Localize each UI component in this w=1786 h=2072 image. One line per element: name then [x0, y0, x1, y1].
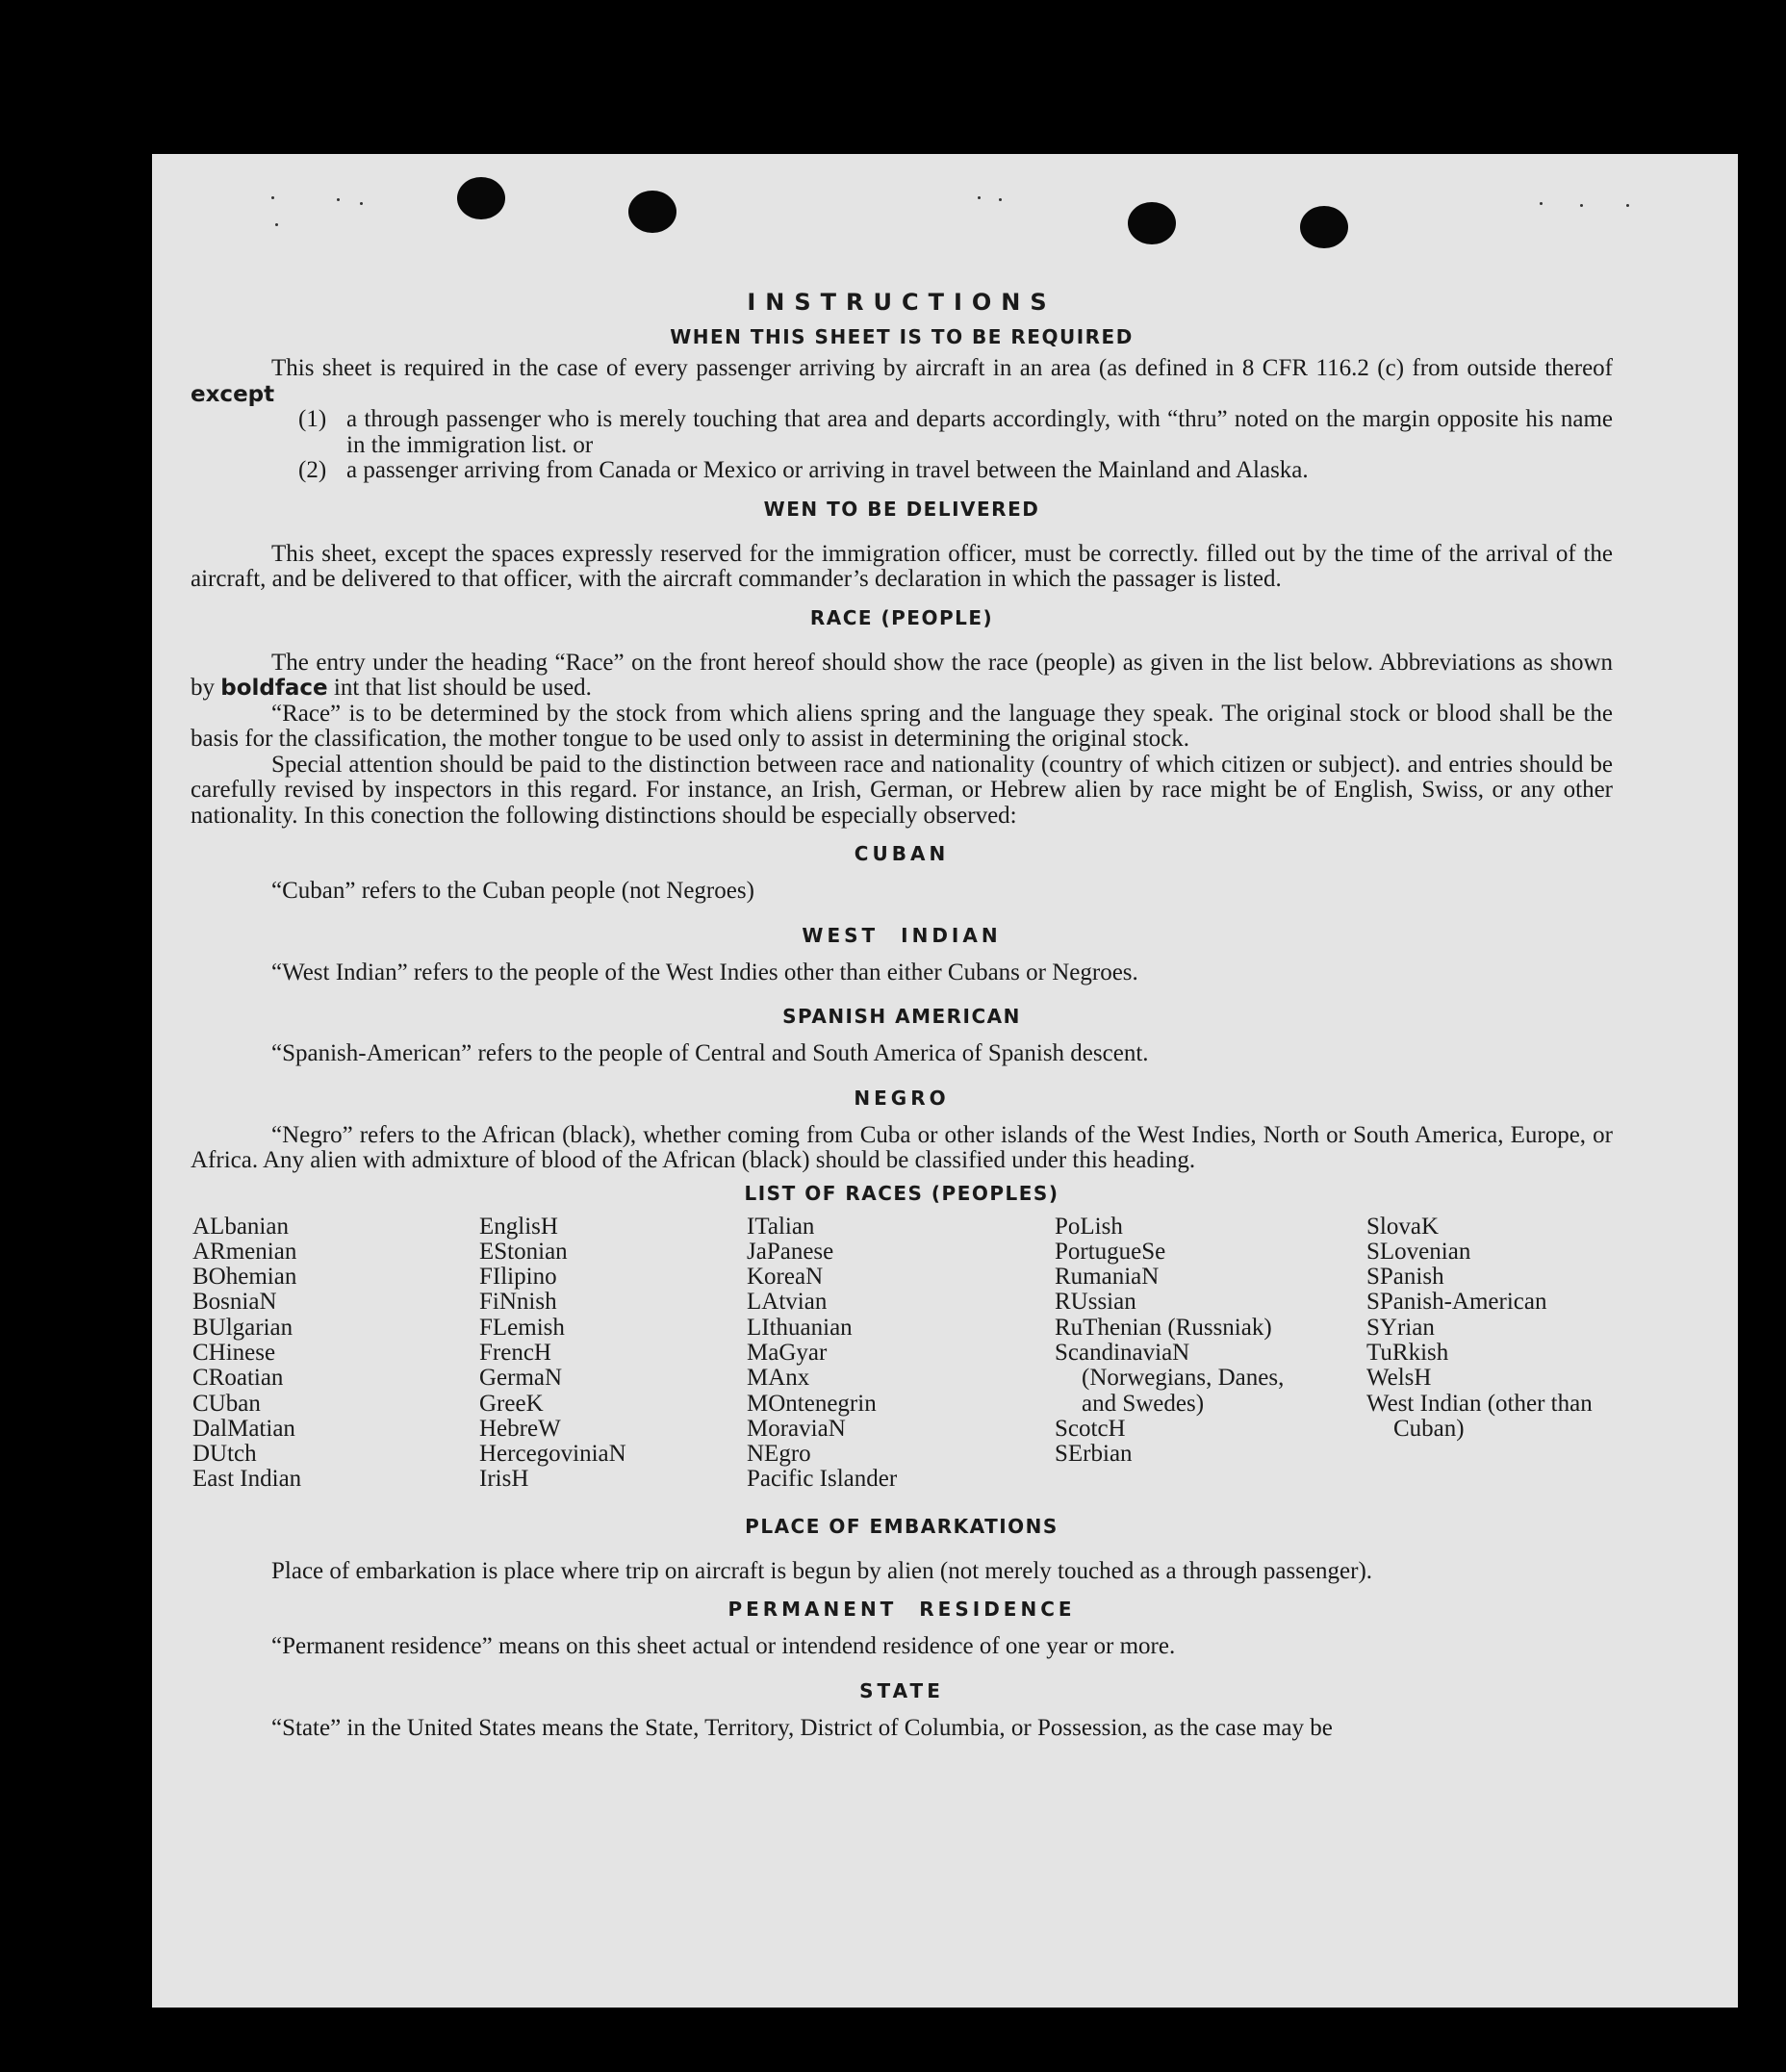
race-item: JaPanese: [747, 1238, 834, 1265]
race-item: ALbanian: [192, 1213, 289, 1240]
race-item: TuRkish: [1366, 1339, 1449, 1366]
heading-negro: NEGRO: [854, 1086, 950, 1110]
heading-when-required: WHEN THIS SHEET IS TO BE REQUIRED: [670, 325, 1134, 348]
race-item: MAnx: [747, 1365, 810, 1392]
race-item: SlovaK: [1366, 1213, 1439, 1240]
page-title: INSTRUCTIONS: [747, 289, 1057, 316]
races-column-4: [1055, 1215, 1310, 1468]
race-item: IrisH: [479, 1466, 529, 1493]
race-item: GermaN: [479, 1365, 563, 1392]
heading-when-delivered: WEN TO BE DELIVERED: [763, 497, 1040, 521]
race-item: MaGyar: [747, 1339, 828, 1366]
heading-permanent-residence: PERMANENT RESIDENCE: [727, 1598, 1076, 1621]
race-item: FLemish: [479, 1314, 565, 1341]
document-page: [152, 154, 1738, 2008]
race-item: ARmenian: [192, 1238, 297, 1265]
races-column-1: [192, 1215, 395, 1493]
race-item: East Indian: [192, 1466, 302, 1493]
paragraph-race-2: “Race” is to be determined by the stock from which aliens spring and the language they speak. The original stock or blood shall be the basis for the classification, the mother tongue to be used only to assist in determining the original stock.: [191, 700, 1613, 752]
definition-embarkation: Place of embarkation is place where trip on aircraft is begun by alien (not merely touched as a through passenger).: [271, 1557, 1373, 1584]
definition-permanent-residence: “Permanent residence” means on this sheet actual or intendend residence of one year or more.: [271, 1633, 1176, 1659]
race-item: FiNnish: [479, 1289, 557, 1316]
race-item: NEgro: [747, 1441, 811, 1468]
race-item: SErbian: [1055, 1441, 1133, 1468]
print-speck: [275, 223, 278, 226]
punch-hole: [1300, 206, 1348, 248]
item-number: (1): [298, 406, 327, 432]
race-item: RuThenian (Russniak): [1055, 1314, 1272, 1341]
definition-negro: “Negro” refers to the African (black), whether coming from Cuba or other islands of the West Indies, North or South America, Europe, or Africa. Any alien with admixture of blood of the African (black) should be classified under this heading.: [191, 1121, 1613, 1173]
heading-spanish-american: SPANISH AMERICAN: [782, 1005, 1021, 1028]
punch-hole: [457, 177, 505, 219]
race-item: ScandinaviaN (Norwegians, Danes, and Swedes): [1055, 1339, 1285, 1417]
exception-item-2: [298, 458, 1613, 484]
race-item: SYrian: [1366, 1314, 1435, 1341]
race-item: WelsH: [1366, 1365, 1432, 1392]
item-text: a passenger arriving from Canada or Mexico or arriving in travel between the Mainland and Alaska.: [346, 457, 1309, 483]
item-number: (2): [298, 457, 327, 483]
print-speck: [978, 196, 981, 199]
race-item: SPanish-American: [1366, 1289, 1547, 1316]
print-speck: [271, 196, 274, 199]
race-item: DUtch: [192, 1441, 257, 1468]
race-item: CHinese: [192, 1339, 276, 1366]
race-item: GreeK: [479, 1390, 544, 1417]
print-speck: [1626, 204, 1629, 207]
race-item: RumaniaN: [1055, 1264, 1160, 1291]
heading-list-of-races: LIST OF RACES (PEOPLES): [744, 1181, 1059, 1205]
paragraph-race-3: Special attention should be paid to the distinction between race and nationality (country of which citizen or subject). and entries should be carefully revised by inspectors in this regard. For instance, an Irish, German, or Hebrew alien by race might be of English, Swiss, or any other nationality. In this conection the following distinctions should be especially observed:: [191, 751, 1613, 829]
race-item: MOntenegrin: [747, 1390, 877, 1417]
definition-west-indian: “West Indian” refers to the people of the West Indies other than either Cubans or Negroes.: [271, 959, 1138, 985]
race-item: SPanish: [1366, 1264, 1444, 1291]
race-item: DalMatian: [192, 1415, 295, 1442]
race-item: EStonian: [479, 1238, 568, 1265]
definition-cuban: “Cuban” refers to the Cuban people (not Negroes): [271, 878, 754, 904]
races-column-3: [747, 1215, 987, 1493]
heading-embarkation: PLACE OF EMBARKATIONS: [745, 1514, 1059, 1538]
race-item: LIthuanian: [747, 1314, 853, 1341]
punch-hole: [1128, 202, 1176, 244]
keyword-except: except: [191, 381, 275, 407]
race-p1-start: The entry under the heading “Race” on the front hereof should show the race (people) as given in the list below. Abbreviations as shown by: [191, 649, 1613, 701]
race-p1-end: int that list should be used.: [333, 675, 592, 701]
race-item: FIlipino: [479, 1264, 557, 1291]
print-speck: [999, 198, 1002, 201]
race-item: FrencH: [479, 1339, 551, 1366]
race-item: HercegoviniaN: [479, 1441, 626, 1468]
print-speck: [1540, 202, 1543, 205]
definition-spanish-american: “Spanish-American” refers to the people of Central and South America of Spanish descent.: [271, 1040, 1149, 1066]
race-item: BosniaN: [192, 1289, 277, 1316]
exception-item-1: [298, 407, 1613, 458]
race-item: ScotcH: [1055, 1415, 1126, 1442]
heading-west-indian: WEST INDIAN: [802, 923, 1002, 947]
race-item: ITalian: [747, 1213, 815, 1240]
race-item: BOhemian: [192, 1264, 297, 1291]
heading-race: RACE (PEOPLE): [809, 605, 994, 629]
instructions-content: [191, 289, 1613, 1741]
item-text: a through passenger who is merely touching that area and departs accordingly, with “thru” noted on the margin opposite his name in the immigration list. or: [346, 406, 1613, 458]
heading-state: STATE: [859, 1678, 944, 1702]
race-item: CUban: [192, 1390, 261, 1417]
heading-cuban: CUBAN: [854, 842, 950, 865]
race-item: West Indian (other than Cuban): [1366, 1390, 1593, 1442]
race-item: LAtvian: [747, 1289, 828, 1316]
race-item: CRoatian: [192, 1365, 284, 1392]
punch-hole: [628, 191, 676, 233]
races-column-5: [1366, 1215, 1613, 1443]
race-item: EnglisH: [479, 1213, 558, 1240]
race-item: PoLish: [1055, 1213, 1123, 1240]
races-column-2: [479, 1215, 701, 1493]
paragraph-race-1: [191, 651, 1613, 702]
races-list: [191, 1215, 1613, 1503]
race-item: PortugueSe: [1055, 1238, 1166, 1265]
race-item: HebreW: [479, 1415, 561, 1442]
race-item: KoreaN: [747, 1264, 824, 1291]
race-item: Pacific Islander: [747, 1466, 898, 1493]
definition-state: “State” in the United States means the State, Territory, District of Columbia, or Possession, as the case may be: [271, 1714, 1333, 1741]
paragraph-when-delivered: This sheet, except the spaces expressly reserved for the immigration officer, must be correctly. filled out by the time of the arrival of the aircraft, and be delivered to that officer, with the aircraft commander’s declaration in which the passager is listed.: [191, 540, 1613, 592]
print-speck: [360, 202, 363, 205]
print-speck: [1580, 204, 1583, 207]
race-item: RUssian: [1055, 1289, 1136, 1316]
race-item: SLovenian: [1366, 1238, 1471, 1265]
print-speck: [337, 198, 340, 201]
paragraph-when-required: [191, 356, 1613, 407]
keyword-boldface: boldface: [220, 676, 328, 701]
when-required-intro: This sheet is required in the case of every passenger arriving by aircraft in an area (as defined in 8 CFR 116.2 (c) from outside thereof: [271, 355, 1613, 381]
race-item: BUlgarian: [192, 1314, 293, 1341]
race-item: MoraviaN: [747, 1415, 846, 1442]
